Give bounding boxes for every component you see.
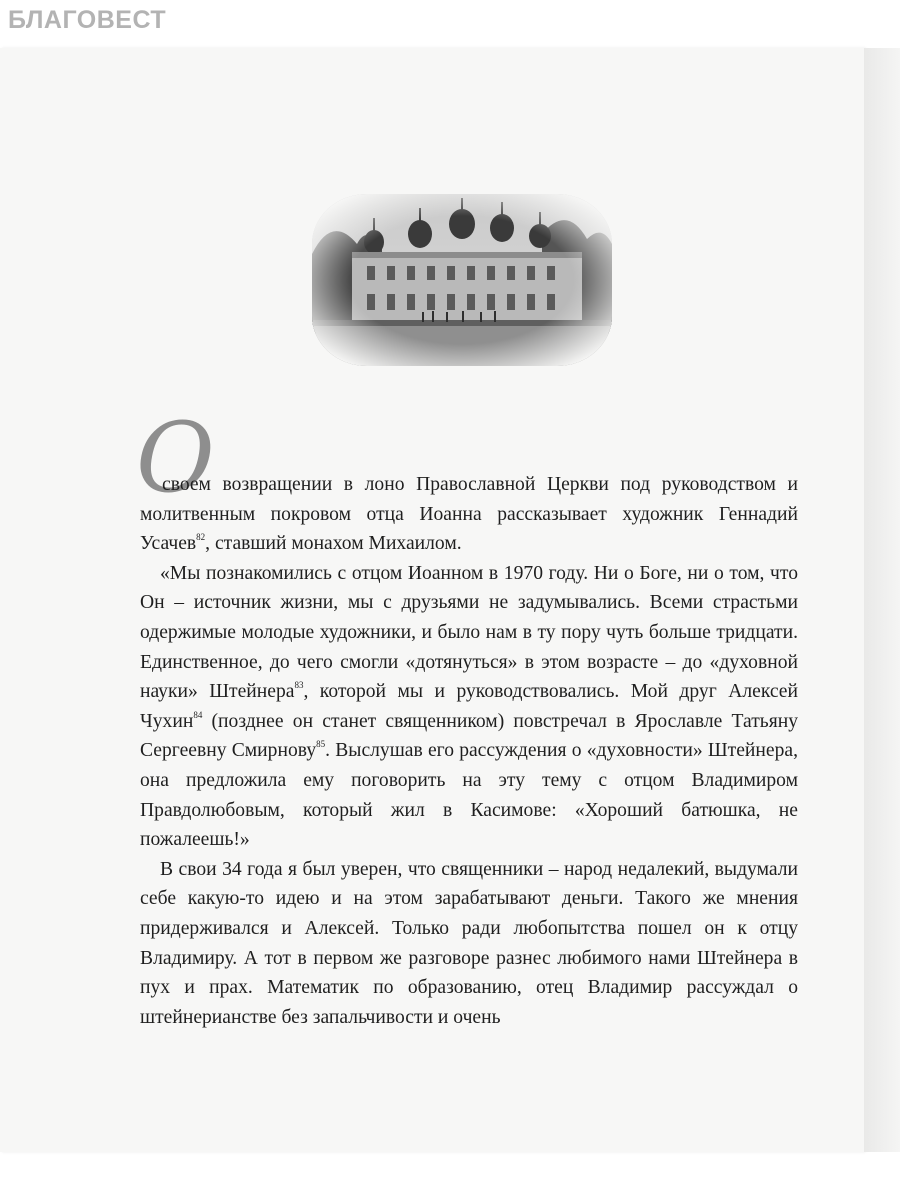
footnote-ref-84[interactable]: 84 xyxy=(193,709,203,720)
monastery-photo xyxy=(312,194,612,366)
body-text xyxy=(140,470,798,1032)
paragraph-3: В свои 34 года я был уверен, что священники – народ недалекий, выдумали себе какую-то идею и на этом зарабатывают деньги. Такого же мнения придерживался и Алексей. Только ради любопытства пошел он к отцу Владимиру. А тот в первом же разговоре разнес любимого нами Штейнера в пух и прах. Математик по образованию, отец Владимир рассуждал о штейнерианстве без запальчивости и очень xyxy=(140,858,798,1028)
page-edge xyxy=(864,48,900,1152)
drop-cap-letter: О xyxy=(136,402,215,514)
paragraph-2: «Мы познакомились с отцом Иоанном в 1970 году. Ни о Боге, ни о том, что Он – источник жизни, мы с друзьями не задумывались. Всеми страстьми одержимые молодые художники, и было нам в ту пору чуть больше тридцати. Единственное, до чего смогли «дотянуться» в этом возрасте – до «духовной науки» Штейнера$^{83}$, которой мы и руководствовались. Мой друг Алексей Чухин$^{84}$ (позднее он станет священником) повстречал в Ярославле Татьяну Сергеевну Смирнову$^{85}$. Выслушав его рассуждения о «духовности» Штейнера, она предложила ему поговорить на эту тему с отцом Владимиром Правдолюбовым, который жил в Касимове: «Хороший батюшка, не пожалеешь!» xyxy=(140,562,798,851)
watermark: БЛАГОВЕСТ xyxy=(8,6,167,34)
footnote-ref-82[interactable]: 82 xyxy=(196,532,206,543)
paragraph-1: своем возвращении в лоно Православной Церкви под руководством и молитвенным покровом отца Иоанна рассказывает художник Геннадий Усачев$^{82}$, ставший монахом Михаилом. xyxy=(140,474,798,555)
footnote-ref-85[interactable]: 85 xyxy=(316,739,326,750)
footnote-ref-83[interactable]: 83 xyxy=(294,680,304,691)
